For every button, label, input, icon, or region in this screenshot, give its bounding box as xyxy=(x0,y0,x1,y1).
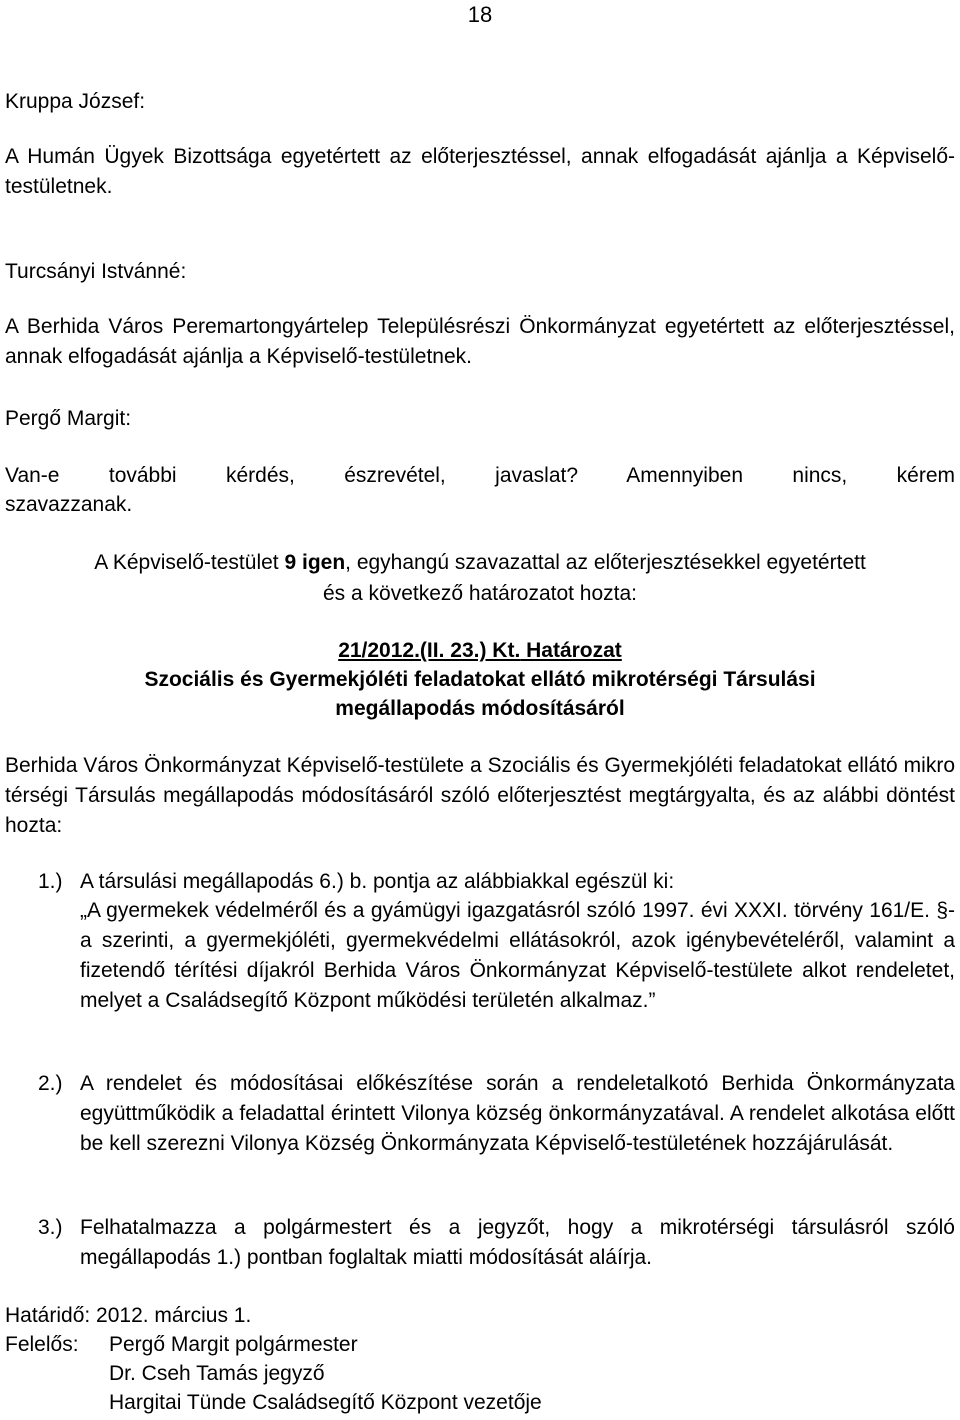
resolution-title: Szociális és Gyermekjóléti feladatokat ellátó mikrotérségi Társulási xyxy=(144,668,816,691)
resolution-type: Határozat xyxy=(520,639,622,662)
item-lead: A társulási megállapodás 6.) b. pontja az alábbiakkal egészül ki: xyxy=(80,870,675,893)
vote-suffix: , egyhangú szavazattal az előterjesztésekkel egyetértett xyxy=(345,551,866,574)
speaker-statement: A Humán Ügyek Bizottsága egyetértett az előterjesztéssel, annak elfogadását ajánlja a Képviselő-testületnek. xyxy=(5,145,955,198)
item-number: 1.) xyxy=(38,870,63,893)
speaker-name: Pergő Margit: xyxy=(5,407,132,430)
item-number: 3.) xyxy=(38,1216,63,1239)
speaker-name: Turcsányi Istvánné: xyxy=(5,260,187,283)
vote-result-line2: és a következő határozatot hozta: xyxy=(322,582,638,605)
vote-prefix: A Képviselő-testület xyxy=(94,551,285,574)
responsible-person: Hargitai Tünde Családsegítő Központ vezetője xyxy=(109,1391,542,1414)
responsible-row xyxy=(5,1330,955,1360)
resolution-heading xyxy=(5,636,955,666)
speaker-statement: A Berhida Város Peremartongyártelep Településrészi Önkormányzat egyetértett az előterjesztéssel, annak elfogadását ajánlja a Képviselő-testületnek. xyxy=(5,315,955,368)
resolution-number: 21/2012.(II. 23.) Kt. xyxy=(338,639,521,662)
speaker-statement-line: szavazzanak. xyxy=(5,493,133,516)
page-number: 18 xyxy=(467,2,493,27)
responsible-label: Felelős: xyxy=(5,1333,79,1356)
item-text: A rendelet és módosításai előkészítése során a rendeletalkotó Berhida Önkormányzata együttműködik a feladattal érintett Vilonya község önkormányzatával. A rendelet alkotása előtt be kell szerezni Vilonya Község Önkormányzata Képviselő-testületének hozzájárulását. xyxy=(80,1072,955,1155)
item-text: Felhatalmazza a polgármestert és a jegyzőt, hogy a mikrotérségi társulásról szóló megállapodás 1.) pontban foglaltak miatti módosítását aláírja. xyxy=(80,1216,955,1269)
item-number: 2.) xyxy=(38,1072,63,1095)
vote-result xyxy=(5,548,955,578)
responsible-person: Dr. Cseh Tamás jegyző xyxy=(109,1362,325,1385)
deadline: Határidő: 2012. március 1. xyxy=(5,1304,252,1327)
resolution-title: megállapodás módosításáról xyxy=(335,697,625,720)
responsible-person: Pergő Margit polgármester xyxy=(109,1333,358,1356)
resolution-intro: Berhida Város Önkormányzat Képviselő-testülete a Szociális és Gyermekjóléti feladatokat ellátó mikro térségi Társulás megállapodás módosításáról szóló előterjesztést megtárgyalta, és az alábbi döntést hozta: xyxy=(5,754,955,837)
speaker-statement-line: Van-e további kérdés, észrevétel, javaslat? Amennyiben nincs, kérem xyxy=(5,464,955,487)
item-quote: „A gyermekek védelméről és a gyámügyi igazgatásról szóló 1997. évi XXXI. törvény 161/E. §-a szerinti, a gyermekjóléti, gyermekvédelmi ellátásokról, azok igénybevételéről, valamint a fizetendő térítési díjakról Berhida Város Önkormányzat Képviselő-testülete alkot rendeletet, melyet a Családsegítő Központ működési területén alkalmaz.” xyxy=(80,899,955,1012)
vote-count: 9 igen xyxy=(284,551,346,574)
speaker-name: Kruppa József: xyxy=(5,90,146,113)
